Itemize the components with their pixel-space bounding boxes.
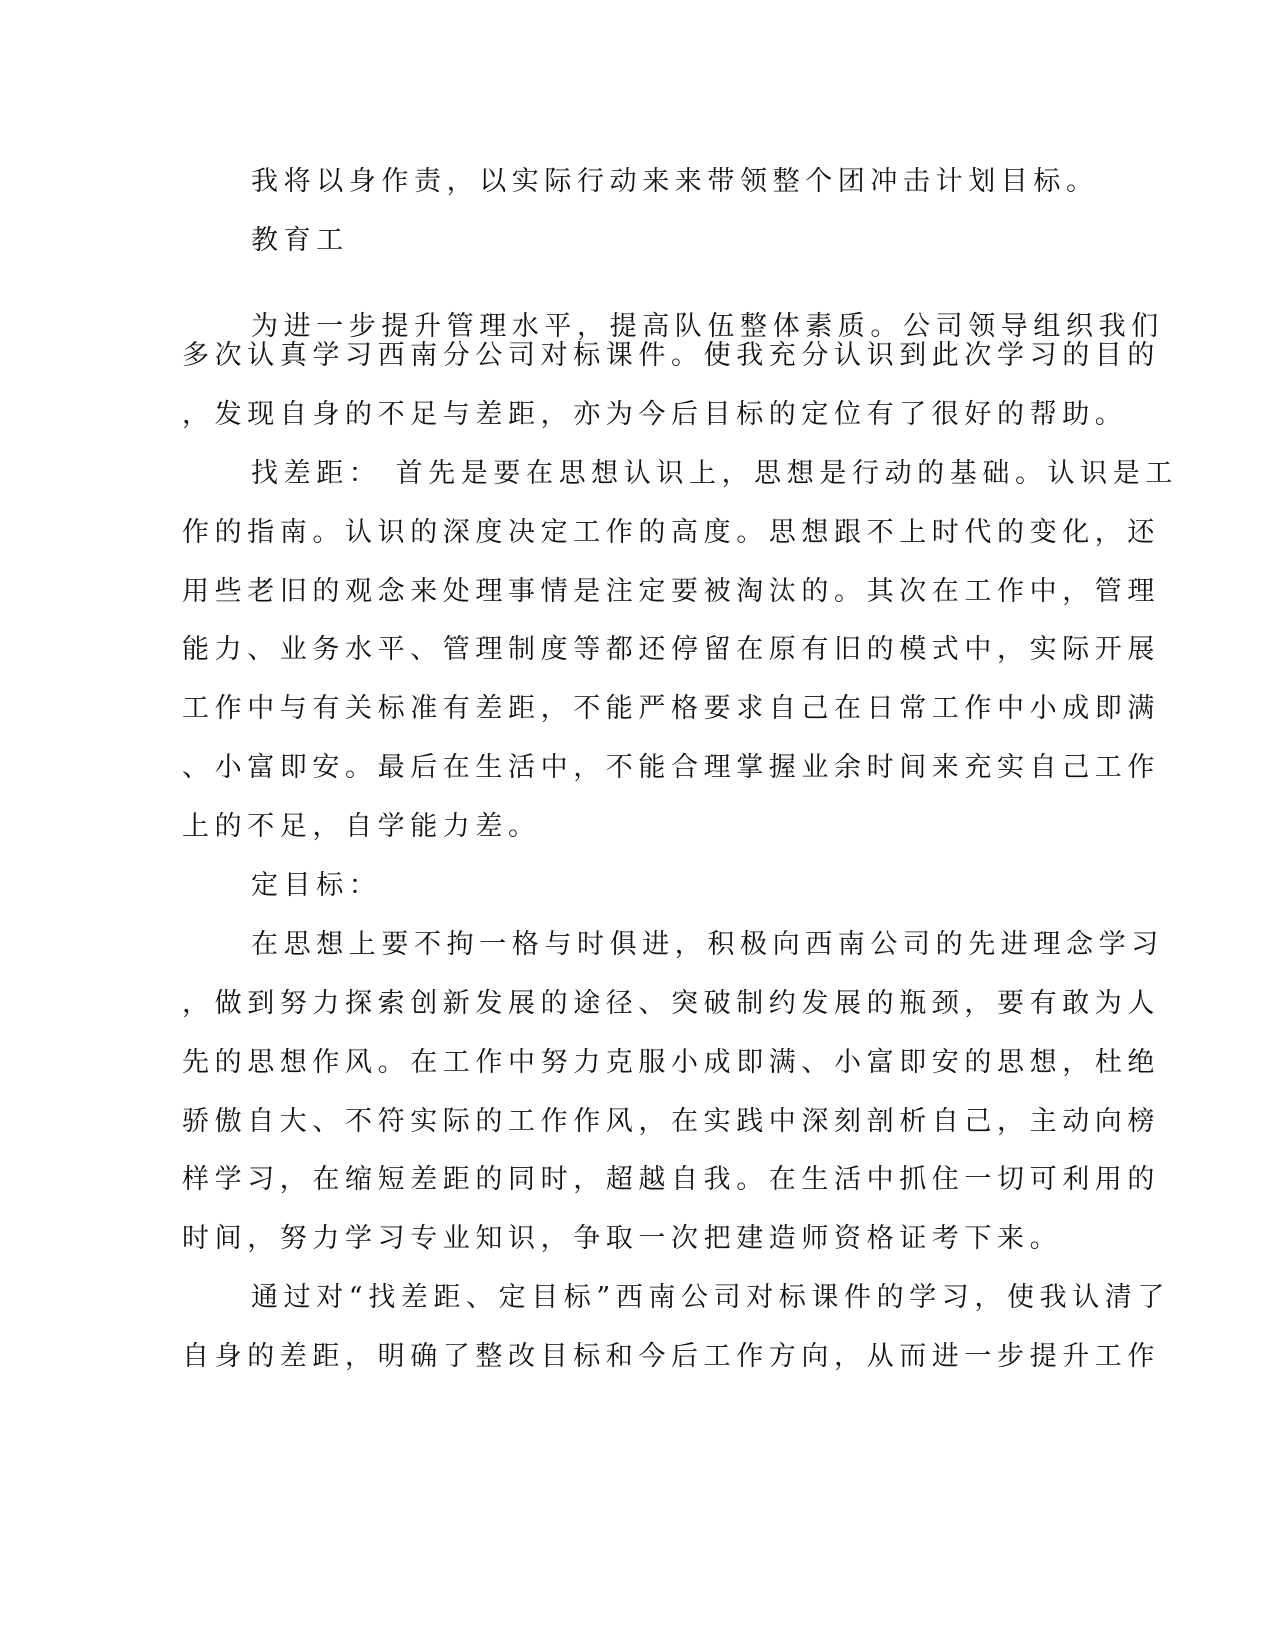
paragraph-line: 工作中与有关标准有差距，不能严格要求自己在日常工作中小成即满 bbox=[182, 693, 1160, 724]
paragraph-line: ，做到努力探索创新发展的途径、突破制约发展的瓶颈，要有敢为人 bbox=[182, 988, 1160, 1019]
paragraph-line: 为进一步提升管理水平，提高队伍整体素质。公司领导组织我们 bbox=[251, 311, 1164, 342]
paragraph-line: 找差距： 首先是要在思想认识上，思想是行动的基础。认识是工 bbox=[251, 458, 1178, 489]
paragraph-line: 样学习，在缩短差距的同时，超越自我。在生活中抓住一切可利用的 bbox=[182, 1164, 1160, 1195]
paragraph-line: ，发现自身的不足与差距，亦为今后目标的定位有了很好的帮助。 bbox=[182, 399, 1128, 430]
paragraph-line: 作的指南。认识的深度决定工作的高度。思想跟不上时代的变化，还 bbox=[182, 517, 1160, 548]
paragraph-line: 上的不足，自学能力差。 bbox=[182, 811, 541, 842]
section-heading: 定目标： bbox=[251, 870, 382, 901]
paragraph-line: 、小富即安。最后在生活中，不能合理掌握业余时间来充实自己工作 bbox=[182, 752, 1160, 783]
paragraph-line: 多次认真学习西南分公司对标课件。使我充分认识到此次学习的目的 bbox=[182, 340, 1160, 371]
paragraph-line: 用些老旧的观念来处理事情是注定要被淘汰的。其次在工作中，管理 bbox=[182, 576, 1160, 607]
paragraph-line: 在思想上要不拘一格与时俱进，积极向西南公司的先进理念学习 bbox=[251, 929, 1164, 960]
paragraph-line: 先的思想作风。在工作中努力克服小成即满、小富即安的思想，杜绝 bbox=[182, 1047, 1160, 1078]
paragraph-line: 通过对“找差距、定目标”西南公司对标课件的学习，使我认清了 bbox=[251, 1282, 1171, 1313]
paragraph-line: 时间，努力学习专业知识，争取一次把建造师资格证考下来。 bbox=[182, 1223, 1063, 1254]
paragraph-line: 能力、业务水平、管理制度等都还停留在原有旧的模式中，实际开展 bbox=[182, 634, 1160, 665]
paragraph-line: 我将以身作责，以实际行动来来带领整个团冲击计划目标。 bbox=[251, 166, 1099, 197]
section-heading: 教育工 bbox=[251, 225, 349, 256]
paragraph-line: 骄傲自大、不符实际的工作作风，在实践中深刻剖析自己，主动向榜 bbox=[182, 1106, 1160, 1137]
paragraph-line: 自身的差距，明确了整改目标和今后工作方向，从而进一步提升工作 bbox=[182, 1341, 1160, 1372]
